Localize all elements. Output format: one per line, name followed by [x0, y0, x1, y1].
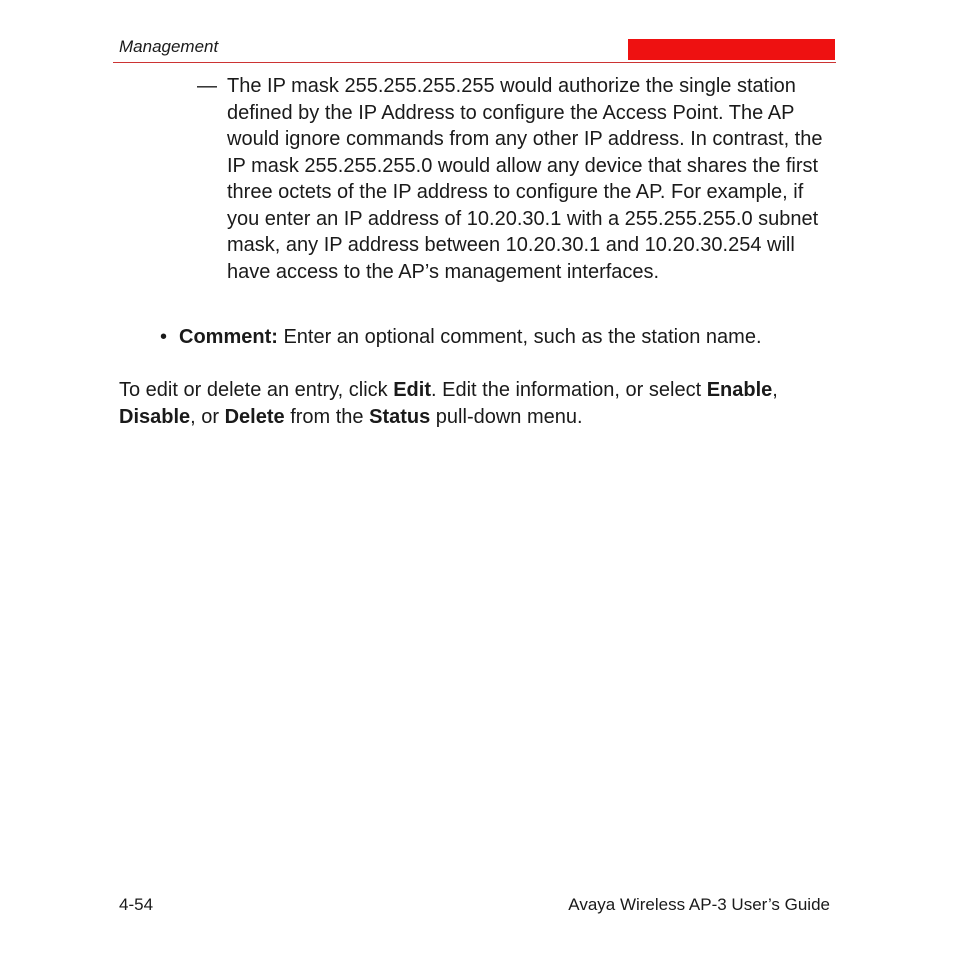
para-text-4: , or: [190, 406, 225, 428]
para-text-6: pull-down menu.: [430, 406, 583, 428]
header-rule: [113, 62, 836, 63]
para-text-2: . Edit the information, or select: [431, 379, 707, 401]
para-term-enable: Enable: [706, 379, 773, 401]
para-text-3: ,: [772, 379, 778, 401]
para-term-status: Status: [369, 406, 431, 428]
para-term-delete: Delete: [224, 406, 285, 428]
body-paragraph: [119, 377, 819, 431]
bullet-text: Enter an optional comment, such as the station name.: [277, 326, 762, 348]
para-text-5: from the: [284, 406, 370, 428]
running-header-section-title: Management: [119, 37, 219, 56]
header-accent-bar: [628, 39, 835, 60]
bullet-term: Comment:: [179, 326, 278, 348]
bullet-item-body: [179, 324, 840, 351]
em-dash-marker: —: [197, 75, 217, 97]
dash-item-text: The IP mask 255.255.255.255 would authorize the single station defined by the IP Address to configure the Access Point. The AP would ignore commands from any other IP address. In contrast, the IP mask 255.255.255.0 would allow any device that shares the first three octets of the IP address to configure the AP. For example, if you enter an IP address of 10.20.30.1 with a 255.255.255.0 subnet mask, any IP address between 10.20.30.1 and 10.20.30.254 will have access to the AP’s management interfaces.: [227, 75, 823, 283]
para-term-disable: Disable: [119, 406, 191, 428]
para-term-edit: Edit: [393, 379, 431, 401]
bullet-marker: •: [160, 326, 168, 348]
para-text-1: To edit or delete an entry, click: [119, 379, 394, 401]
footer-page-number: 4-54: [119, 895, 154, 914]
dash-list-item: [197, 73, 837, 285]
footer-guide-title: Avaya Wireless AP-3 User’s Guide: [568, 895, 830, 914]
bullet-list-item: [160, 324, 840, 351]
